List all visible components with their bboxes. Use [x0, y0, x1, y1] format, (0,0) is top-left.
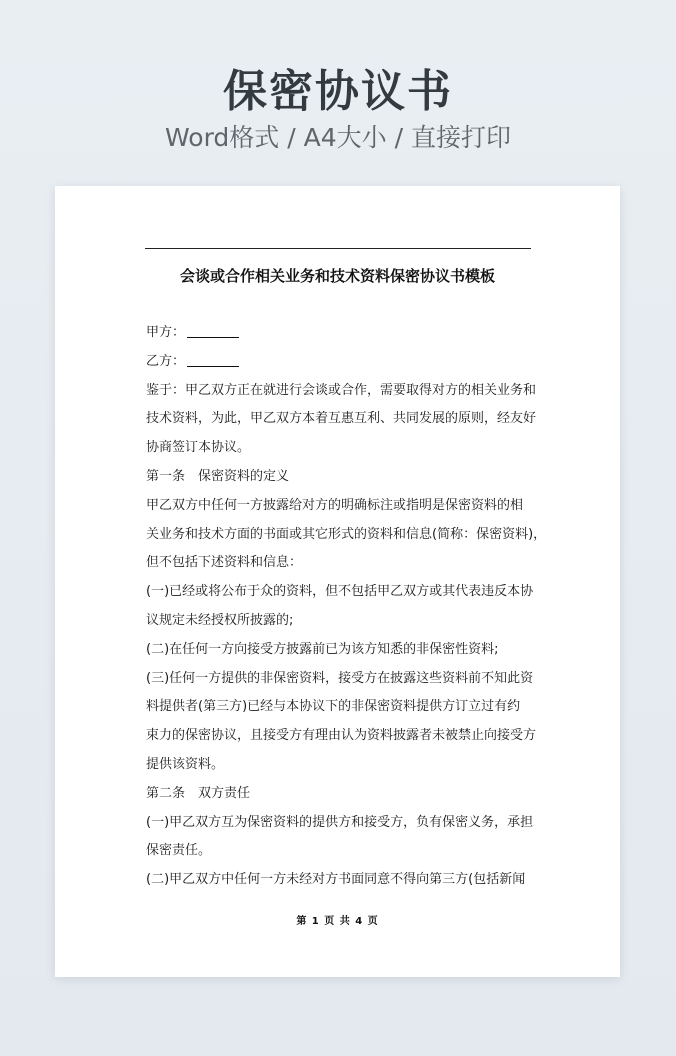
page-footer: 第 1 页 共 4 页 [296, 916, 379, 927]
article-2-heading: 第二条 双方责任 [146, 785, 251, 801]
body-line: 料提供者(第三方)已经与本协议下的非保密资料提供方订立过有约 [146, 699, 521, 715]
document-title: 会谈或合作相关业务和技术资料保密协议书模板 [179, 267, 495, 285]
article-1-heading: 第一条 保密资料的定义 [146, 468, 290, 484]
document-page [55, 186, 620, 977]
body-line: (三)任何一方提供的非保密资料，接受方在披露这些资料前不知此资 [146, 670, 534, 686]
body-line: 关业务和技术方面的书面或其它形式的资料和信息(简称：保密资料)， [146, 526, 547, 542]
body-line: (一)甲乙双方互为保密资料的提供方和接受方，负有保密义务，承担 [146, 814, 534, 830]
body-line: 提供该资料。 [146, 756, 225, 772]
body-line: 但不包括下述资料和信息： [146, 555, 303, 571]
party-a-blank [187, 323, 239, 338]
body-line: (二)在任何一方向接受方披露前已为该方知悉的非保密性资料; [146, 641, 499, 657]
body-line: (二)甲乙双方中任何一方未经对方书面同意不得向第三方(包括新闻 [146, 872, 526, 888]
party-b-blank [187, 352, 239, 367]
document-body [146, 319, 547, 895]
body-line: 保密责任。 [146, 843, 212, 859]
body-line: 议规定未经授权所披露的; [146, 612, 294, 628]
body-line: 协商签订本协议。 [146, 440, 251, 456]
party-b-label: 乙方： [146, 353, 186, 369]
header-rule [145, 248, 531, 249]
banner-title: 保密协议书 [223, 66, 453, 117]
body-line: 甲乙双方中任何一方披露给对方的明确标注或指明是保密资料的相 [146, 497, 524, 513]
body-line: 鉴于：甲乙双方正在就进行会谈或合作，需要取得对方的相关业务和 [146, 382, 537, 398]
party-b-line [146, 348, 536, 377]
party-a-label: 甲方： [146, 325, 186, 340]
banner-subtitle: Word格式 / A4大小 / 直接打印 [165, 123, 511, 152]
party-a-line [146, 319, 536, 348]
body-line: (一)已经或将公布于众的资料，但不包括甲乙双方或其代表违反本协 [146, 584, 534, 600]
body-line: 技术资料，为此，甲乙双方本着互惠互利、共同发展的原则，经友好 [146, 411, 537, 427]
body-line: 束力的保密协议，且接受方有理由认为资料披露者未被禁止向接受方 [146, 728, 537, 744]
